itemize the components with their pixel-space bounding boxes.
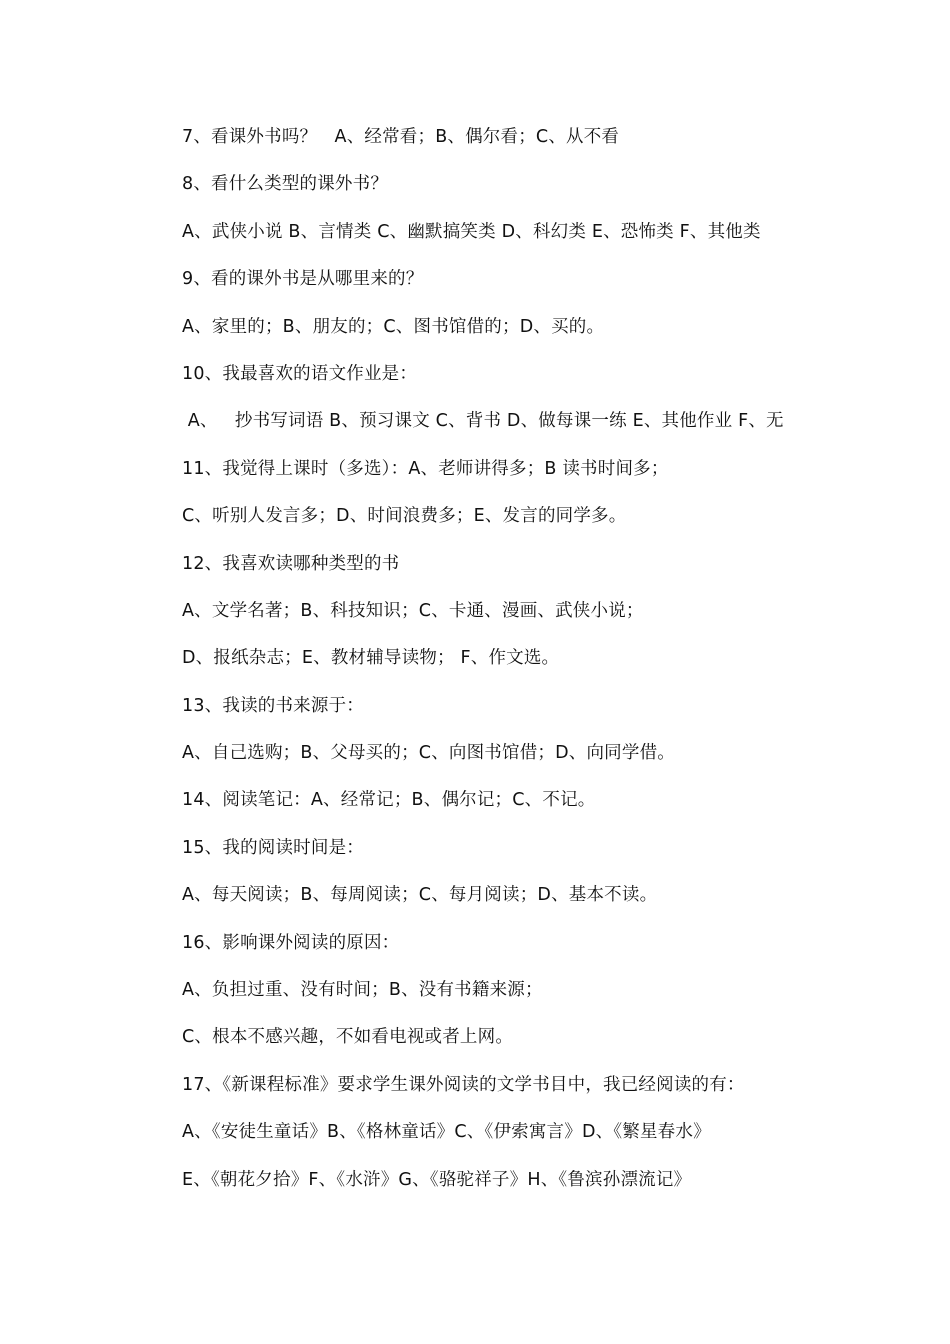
question-17-options-1: A、《安徒生童话》B、《格林童话》C、《伊索寓言》D、《繁星春水》 xyxy=(182,1122,711,1143)
question-15-options: A、每天阅读；B、每周阅读；C、每月阅读；D、基本不读。 xyxy=(182,885,658,906)
question-9: 9、看的课外书是从哪里来的？ xyxy=(182,269,424,290)
question-14: 14、阅读笔记：A、经常记；B、偶尔记；C、不记。 xyxy=(182,790,596,811)
question-17: 17、《新课程标准》要求学生课外阅读的文学书目中，我已经阅读的有： xyxy=(182,1074,745,1095)
question-16: 16、影响课外阅读的原因： xyxy=(182,932,400,953)
question-11-options: C、听别人发言多；D、时间浪费多；E、发言的同学多。 xyxy=(182,506,627,527)
question-12: 12、我喜欢读哪种类型的书 xyxy=(182,553,400,574)
question-8: 8、看什么类型的课外书？ xyxy=(182,174,389,195)
question-13: 13、我读的书来源于： xyxy=(182,695,364,716)
question-11: 11、我觉得上课时（多选）：A、老师讲得多；B 读书时间多； xyxy=(182,458,669,479)
question-17-options-2: E、《朝花夕拾》F、《水浒》G、《骆驼祥子》H、《鲁滨孙漂流记》 xyxy=(182,1169,692,1190)
question-10: 10、我最喜欢的语文作业是： xyxy=(182,363,418,384)
question-13-options: A、自己选购；B、父母买的；C、向图书馆借；D、向同学借。 xyxy=(182,743,675,764)
question-12-options-2: D、报纸杂志；E、教材辅导读物； F、作文选。 xyxy=(182,648,560,669)
question-16-options-2: C、根本不感兴趣，不如看电视或者上网。 xyxy=(182,1027,514,1048)
question-9-options: A、家里的；B、朋友的；C、图书馆借的；D、买的。 xyxy=(182,316,605,337)
question-8-options: A、武侠小说 B、言情类 C、幽默搞笑类 D、科幻类 E、恐怖类 F、其他类 xyxy=(182,221,761,242)
question-12-options-1: A、文学名著；B、科技知识；C、卡通、漫画、武侠小说； xyxy=(182,600,644,621)
question-16-options-1: A、负担过重、没有时间；B、没有书籍来源； xyxy=(182,980,543,1001)
questionnaire-text xyxy=(182,118,842,1208)
question-10-options: A、 抄书写词语 B、预习课文 C、背书 D、做每课一练 E、其他作业 F、无 xyxy=(182,411,784,432)
question-7: 7、看课外书吗？ A、经常看；B、偶尔看；C、从不看 xyxy=(182,127,620,147)
question-15: 15、我的阅读时间是： xyxy=(182,837,364,858)
